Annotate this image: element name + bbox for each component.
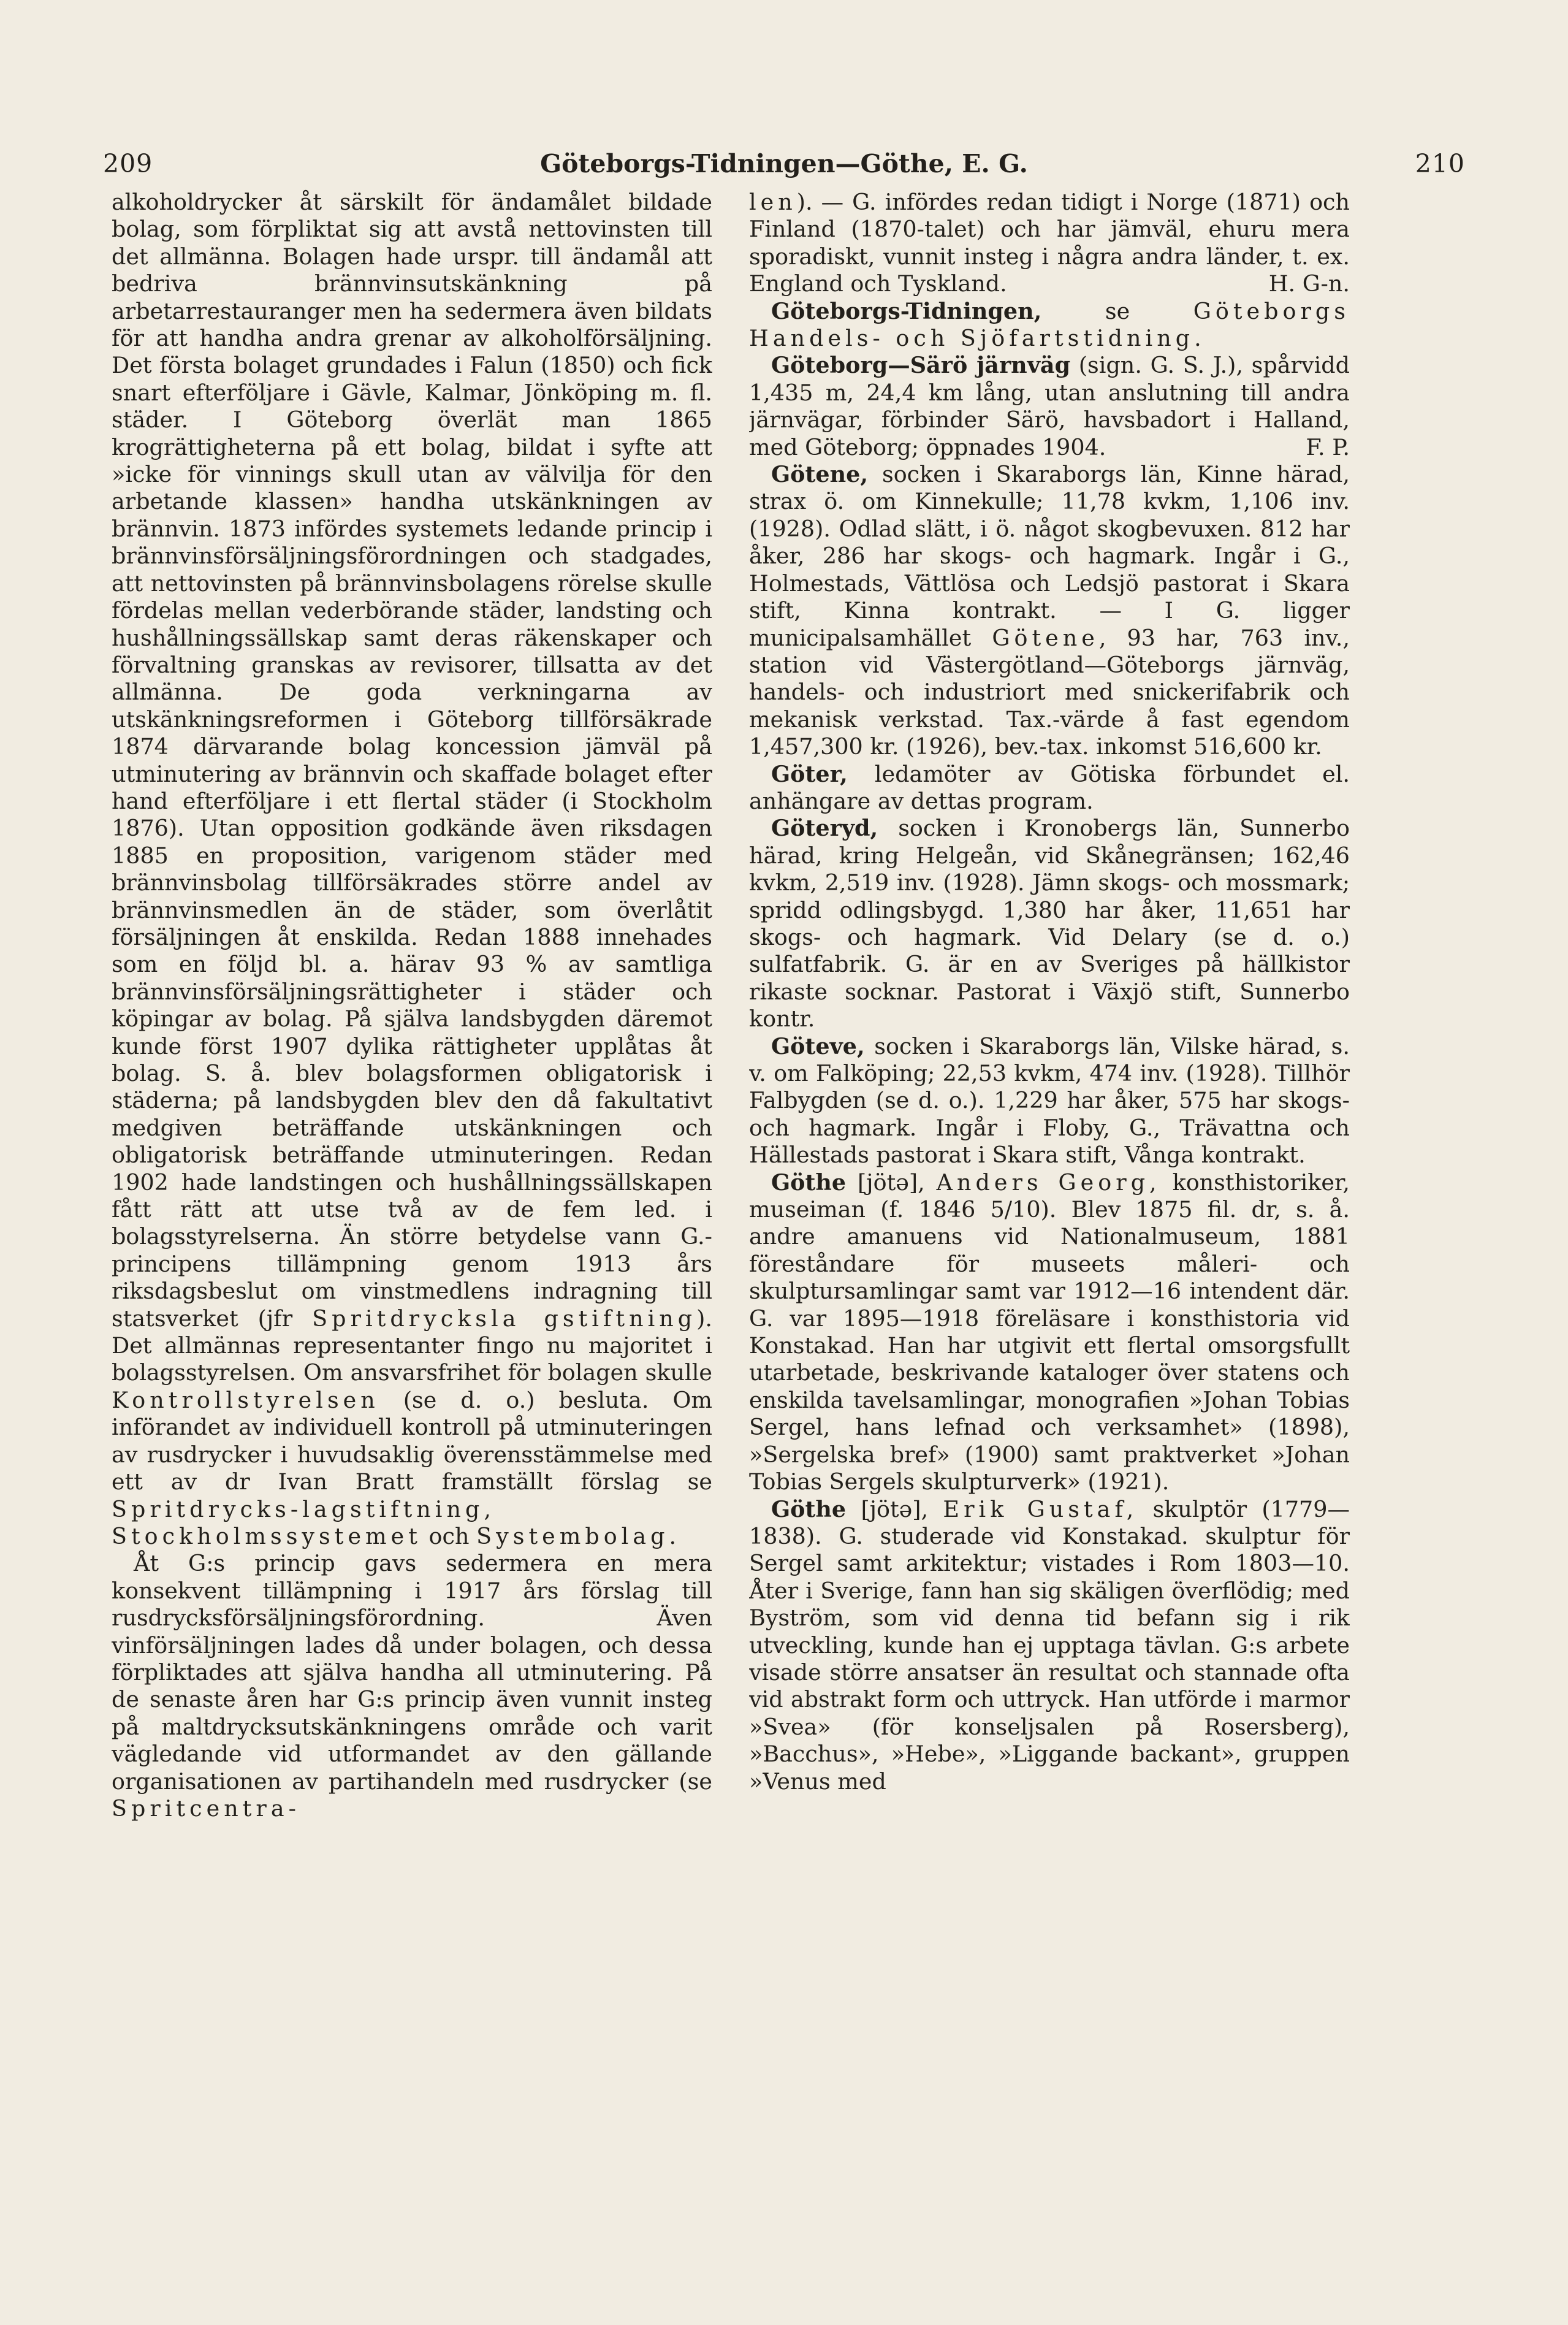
entry — [749, 815, 1350, 1033]
entry-text: socken i Kronobergs län, Sunnerbo härad, kring Helgeån, vid Skånegränsen; 162,46 kvkm, 2,519 inv. (1928). Jämn skogs- och mossmark; spridd odlingsbygd. 1,380 har åker, 11,651 har skogs- och hagmark. Vid Delary (se d. o.) sulfatfabrik. G. är en av Sveriges på hällkistor rikaste socknar. Pastorat i Växjö stift, Sunnerbo kontr. — [749, 815, 1350, 1033]
left-column — [112, 189, 712, 2304]
entry-text: socken i Skaraborgs län, Kinne härad, strax ö. om Kinnekulle; 11,78 kvkm, 1,106 inv. (1928). Odlad slätt, i ö. något skogbevuxen. 812 har åker, 286 har skogs- och hagmark. Ingår i G., Holmestads, Vättlösa och Ledsjö pastorat i Skara stift, Kinna kontrakt. — I G. ligger municipalsamhället — [749, 461, 1350, 651]
author-signature: F. P. — [1306, 433, 1350, 460]
entry-continuation — [749, 189, 1350, 298]
entry-text: (sign. G. S. J.), spårvidd 1,435 m, 24,4 km lång, utan anslutning till andra järnvägar, förbinder Särö, havsbadort i Halland, med Göteborg; öppnades 1904. — [749, 352, 1350, 460]
paragraph-text: alkoholdrycker åt särskilt för ändamålet bildade bolag, som förpliktat sig att avstå nettovinsten till det allmänna. Bolagen hade urspr. till ändamål att bedriva brännvinsutskänkning på arbetarrestauranger men ha sedermera även bildats för att handha andra grenar av alkoholförsäljning. Det första bolaget grundades i Falun (1850) och fick snart efterföljare i Gävle, Kalmar, Jönköping m. fl. städer. I Göteborg överlät man 1865 krogrättigheterna på ett bolag, bildat i syfte att »icke för vinnings skull utan av välvilja för den arbetande klassen» handha utskänkningen av brännvin. 1873 infördes systemets ledande princip i brännvinsförsäljningsförordningen och stadgades, att nettovinsten på brännvinsbolagens rörelse skulle fördelas mellan vederbörande städer, landsting och hushållningssällskap samt deras räkenskaper och förvaltning granskas av revisorer, tillsatta av det allmänna. De goda verkningarna av utskänkningsreformen i Göteborg tillförsäkrade 1874 därvarande bolag koncession jämväl på utminutering av brännvin och skaffade bolaget efter hand efterföljare i ett flertal städer (i Stockholm 1876). Utan opposition godkände även riksdagen 1885 en proposition, varigenom städer med brännvinsbolag tillförsäkrades större andel av brännvinsmedlen än de städer, som överlåtit försäljningen åt enskilda. Redan 1888 innehades som en följd bl. a. härav 93 % av samtliga brännvinsförsäljningsrättigheter i städer och köpingar av bolag. På själva landsbygden däremot kunde först 1907 dylika rättigheter upplåtas åt bolag. S. å. blev bolagsformen obligatorisk i städerna; på landsbygden blev den då fakultativt medgiven beträffande utskänkningen och obligatorisk beträffande utminuteringen. Redan 1902 hade landstingen och hushållningssällskapen fått rätt att utse två av de fem led. i bolagsstyrelserna. Än större betydelse vann G.-principens tillämpning genom 1913 års riksdagsbeslut om vinstmedlens indragning till statsverket (jfr — [112, 189, 712, 1332]
right-column — [749, 189, 1350, 2304]
page-number-left: 209 — [103, 149, 153, 178]
pronunciation: [jötə], — [858, 1169, 925, 1196]
headword: Göteve, — [771, 1033, 865, 1059]
entry-text: se — [1105, 297, 1130, 324]
entry-continuation — [112, 189, 712, 1550]
cross-reference: Spritdrycksla gstiftning — [312, 1305, 697, 1332]
entry-text: socken i Skaraborgs län, Vilske härad, s. v. om Falköping; 22,53 kvkm, 474 inv. (1928). Tillhör Falbygden (se d. o.). 1,229 har åker, 575 har skogs- och hagmark. Ingår i Floby, G., Trävattna och Hällestads pastorat i Skara stift, Vånga kontrakt. — [749, 1033, 1350, 1169]
paragraph-text: och — [428, 1522, 470, 1549]
entry — [749, 1033, 1350, 1169]
cross-reference: len — [749, 189, 797, 215]
headword: Göthe — [771, 1169, 847, 1196]
paragraph-text: (se d. o.) besluta. Om införandet av individuell kontroll på utminuteringen av rusdrycker i huvudsaklig överensstämmelse med ett av dr Ivan Bratt framställt förslag se — [112, 1386, 712, 1495]
paragraph-text: . — [669, 1522, 677, 1549]
entry — [749, 1496, 1350, 1795]
cross-reference: Systembolag — [476, 1522, 669, 1549]
cross-reference: Götene — [992, 624, 1099, 651]
cross-reference: Spritcentra- — [112, 1795, 300, 1822]
entry — [749, 352, 1350, 461]
entry-text: konsthistoriker, museiman (f. 1846 5/10). Blev 1875 fil. dr, s. å. andre amanuens vid Nationalmuseum, 1881 föreståndare för museets måleri- och skulptursamlingar samt var 1912—16 intendent där. G. var 1895—1918 föreläsare i konsthistoria vid Konstakad. Han har utgivit ett flertal omsorgsfullt utarbetade, beskrivande kataloger över statens och enskilda tavelsamlingar, monografien »Johan Tobias Sergel, hans lefnad och verksamhet» (1898), »Sergelska bref» (1900) samt praktverket »Johan Tobias Sergels skulpturverk» (1921). — [749, 1169, 1350, 1495]
headword: Göteborg—Särö järnväg — [771, 352, 1071, 379]
person-name: Anders Georg, — [936, 1169, 1161, 1196]
entry — [749, 298, 1350, 353]
headword: Göteryd, — [771, 815, 878, 842]
paragraph — [112, 1550, 712, 1822]
author-signature: H. G-n. — [1268, 270, 1350, 297]
cross-reference: Kontrollstyrelsen — [112, 1386, 379, 1413]
page-number-right: 210 — [1415, 149, 1465, 178]
headword: Göteborgs-Tidningen, — [771, 297, 1042, 324]
cross-reference: Spritdrycks-lagstiftning, Stockholmssystemet — [112, 1495, 495, 1549]
entry — [749, 761, 1350, 815]
running-head: Göteborgs-Tidningen—Göthe, E. G. — [540, 149, 1028, 178]
entry — [749, 461, 1350, 760]
entry-text: . — [1194, 325, 1201, 352]
headword: Götene, — [771, 461, 869, 488]
page-header — [0, 0, 1568, 184]
entry-text: skulptör (1779—1838). G. studerade vid Konstakad. skulptur för Sergel samt arkitektur; vistades i Rom 1803—10. Åter i Sverige, fann han sig skäligen överflödig; med Byström, som vid denna tid befann sig i rik utveckling, kunde han ej upptaga tävlan. G:s arbete visade större ansatser än resultat och stannade ofta vid abstrakt form och uttryck. Han utförde i marmor »Svea» (för konseljsalen på Rosersberg), »Bacchus», »Hebe», »Liggande backant», gruppen »Venus med — [749, 1495, 1350, 1795]
person-name: Erik Gustaf, — [943, 1495, 1138, 1522]
paragraph-text: ). — G. infördes redan tidigt i Norge (1871) och Finland (1870-talet) och har jämväl, ehuru mera sporadiskt, vunnit insteg i några andra länder, t. ex. England och Tyskland. — [749, 189, 1350, 297]
paragraph-text: Åt G:s princip gavs sedermera en mera konsekvent tillämpning i 1917 års förslag till rusdrycksförsäljningsförordning. Även vinförsäljningen lades då under bolagen, och dessa förpliktades att själva handha all utminutering. På de senaste åren har G:s princip även vunnit insteg på maltdrycksutskänkningens område och varit vägledande vid utformandet av den gällande organisationen av partihandeln med rusdrycker (se — [112, 1550, 712, 1795]
pronunciation: [jötə], — [861, 1495, 929, 1522]
headword: Göter, — [771, 760, 848, 787]
paragraph-text: ). Det allmännas representanter fingo nu majoritet i bolagsstyrelsen. Om ansvarsfrihet för bolagen skulle — [112, 1305, 712, 1386]
entry-text: , 93 har, 763 inv., station vid Västergötland—Göteborgs järnväg, handels- och industriort med snickerifabrik och mekanisk verkstad. Tax.-värde å fast egendom 1,457,300 kr. (1926), bev.-tax. inkomst 516,600 kr. — [749, 624, 1350, 760]
entry — [749, 1169, 1350, 1496]
cross-reference: Göteborgs Handels- och Sjöfartstidning — [749, 297, 1350, 352]
entry-text: ledamöter av Götiska förbundet el. anhängare av dettas program. — [749, 760, 1350, 814]
headword: Göthe — [771, 1495, 847, 1522]
